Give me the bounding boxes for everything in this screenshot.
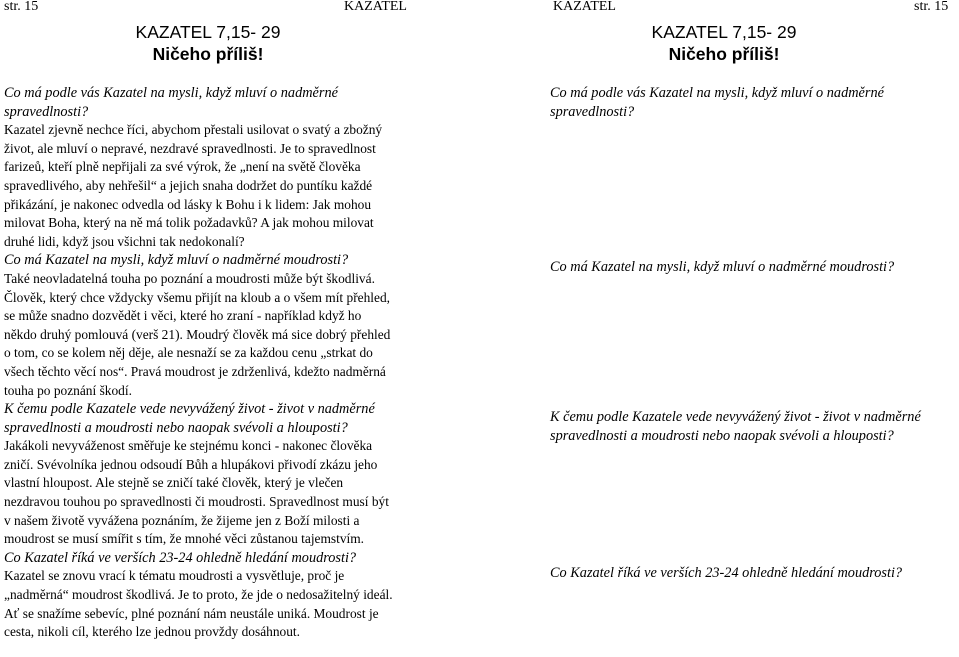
answer-1: Kazatel zjevně nechce říci, abychom přestali usilovat o svatý a zbožný život, ale mluví o nepravé, nezdravé spravedlnosti. Je to spravedlnost farizeů, kteří plně nepřijali za své výrok, že „není na světě člověka spravedlivého, aby nehřešil“ a jejich snaha dodržet do puntíku každé přikázání, je nakonec odvedla od lásky k Bohu i k lidem: Jak mohou milovat Boha, který na ně má tolik požadavků? A jak mohou milovat druhé lidi, když jsou všichni tak nedokonalí? — [4, 122, 383, 249]
question-2: Co má Kazatel na mysli, když mluví o nadměrné moudrosti? — [4, 252, 349, 269]
running-title: KAZATEL — [344, 0, 407, 14]
question-1: Co má podle vás Kazatel na mysli, když mluví o nadměrné spravedlnosti? — [550, 85, 884, 120]
page-header — [0, 0, 468, 15]
left-page — [0, 0, 468, 657]
right-page — [491, 0, 959, 657]
answer-4: Kazatel se znovu vrací k tématu moudrosti a vysvětluje, proč je „nadměrná“ moudrost škodlivá. Je to proto, že jde o nedosažitelný ideál. Ať se snažíme sebevíc, plné poznání nám neustále uniká. Moudrost je cesta, nikoli cíl, kterého lze jednou provždy dosáhnout. — [4, 568, 393, 640]
document-subtitle: Ničeho příliš! — [668, 44, 780, 64]
document-title: KAZATEL 7,15- 29 — [651, 22, 797, 42]
page-number: str. 15 — [4, 0, 39, 14]
document-title: KAZATEL 7,15- 29 — [135, 22, 281, 42]
running-title: KAZATEL — [553, 0, 616, 14]
question-4: Co Kazatel říká ve verších 23-24 ohledně hledání moudrosti? — [4, 549, 357, 566]
question-3: K čemu podle Kazatele vede nevyvážený život - život v nadměrné spravedlnosti a moudrosti nebo naopak svévoli a hlouposti? — [550, 409, 921, 444]
title-block — [0, 21, 442, 65]
question-4: Co Kazatel říká ve verších 23-24 ohledně hledání moudrosti? — [550, 565, 903, 581]
question-3: K čemu podle Kazatele vede nevyvážený život - život v nadměrné spravedlnosti a moudrosti nebo naopak svévoli a hlouposti? — [4, 401, 375, 436]
question-1: Co má podle vás Kazatel na mysli, když mluví o nadměrné spravedlnosti? — [4, 85, 338, 120]
page-header — [491, 0, 959, 15]
answer-2: Také neovladatelná touha po poznání a moudrosti může být škodlivá. Člověk, který chce vždycky všemu přijít na kloub a o všem mít přehled, se může snadno dozvědět i věci, které ho zraní - například když ho někdo druhý pomlouvá (verš 21). Moudrý člověk má sice dobrý přehled o tom, co se kolem něj děje, ale nesnaží se za každou cenu „strkat do všech těchto věcí nos“. Pravá moudrost je zdrženlivá, kdežto nadměrná touha po poznání škodí. — [4, 270, 391, 398]
document-subtitle: Ničeho příliš! — [152, 44, 264, 64]
answer-3: Jakákoli nevyváženost směřuje ke stejnému konci - nakonec člověka zničí. Svévolníka jednou odsoudí Bůh a hlupákovi přivodí zkázu jeho vlastní hloupost. Ale stejně se zničí také člověk, který je vlečen nezdravou touhou po spravedlnosti či moudrosti. Spravedlnost musí být v našem životě vyvážena poznáním, že žijeme jen z Boží milosti a moudrost se musí smířit s tím, že mnohé věci zůstanou tajemstvím. — [4, 438, 389, 547]
question-2: Co má Kazatel na mysli, když mluví o nadměrné moudrosti? — [550, 259, 895, 275]
page-number: str. 15 — [914, 0, 949, 14]
left-content — [4, 84, 396, 642]
title-block — [490, 21, 958, 65]
